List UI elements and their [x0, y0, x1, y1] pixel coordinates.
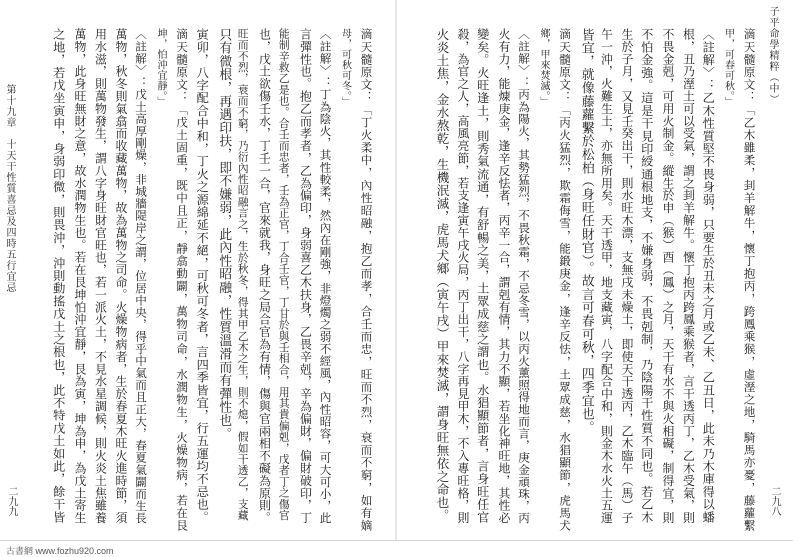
text-column: 變矣。火旺逢土，則秀氣流通，有舒暢之美，土眾成慈之謂也。水猖顯節者，言身旺任官 — [475, 28, 490, 524]
chapter-footer: 第十九章 十天干性質喜忌及四時五行宜忌 — [4, 84, 15, 293]
text-column: 火炎土焦，金水熬乾，生機泯滅，虎馬犬鄉（寅午戌）甲來焚滅，謂身旺無依之命也。 — [435, 28, 450, 522]
text-column: 寅卯，八字配合中和，丁火之源綿延不絕，可秋可冬者，言四季皆宜，行五運均不忌也。 — [195, 28, 210, 524]
text-column: 萬物，秋冬則氣翕而收藏萬物，故為萬物之司命。火燥物病者，生於春夏木旺火進時節，須 — [113, 28, 128, 524]
text-column: 根，丑乃溼土可以受氣，謂之刲羊解牛。懷丁抱丙跨鳳乘猴者，言干透丙丁，乙木受氣，則 — [681, 28, 696, 524]
text-column: 只有微根，再遇印扶，即不嫌弱，此內性昭融，性質溫滑而有彈性也。 — [216, 28, 232, 441]
page-number: 二九九 — [6, 486, 17, 516]
text-column: 母，可秋可冬。」 — [339, 28, 351, 107]
text-column: 〈註解〉：丙為陽火，其勢猛烈，不畏秋霜，不忌冬雪，以丙火薰照得地而言，庚金頑珠，丙 — [517, 28, 532, 525]
left-page — [0, 0, 396, 540]
text-column: 滴天髓原文：「丙火猛烈，欺霜侮雪，能鍛庚金，逢辛反怯，土眾成慈，水猖顯節，虎馬犬 — [558, 28, 573, 532]
text-column: 滴天髓原文：「丁火柔中，內性昭融，抱乙而孝，合壬而忠，旺而不烈，衰而不窮，如有嫡 — [359, 28, 374, 532]
text-column: 旺而不烈，衰而不窮，乃衍內性昭融言之，生於秋冬，得其甲乙木之生，則不熄，假如干透乙，支藏 — [236, 28, 250, 521]
text-column: 用水滋，則萬物發生，謂八字身旺財官旺也，若一派火土，不見水星調候，則火炎土焦雖養 — [93, 28, 108, 524]
text-column: 殺，為官之人，高風亮節，若支逢寅午戌火局，丙丁出干，八字再見甲木，不入專旺格，則 — [455, 28, 470, 524]
text-column: 能制辛救乙是也。合壬而忠者，壬為正官，丁合壬官，丁甘於與壬相合，用其貴偏剋，戊者丁之傷官 — [277, 28, 291, 521]
text-column: 滴天髓原文：「乙木雖柔，刲羊解牛，懷丁抱丙，跨鳳乘猴，虛溼之地，騎馬亦憂，藤蘿繫 — [742, 28, 757, 532]
text-column: 坤，怕沖宜靜。」 — [155, 28, 166, 107]
text-column: 午一沖，火難生土，亦無所用矣。天干透甲，地支藏寅，八字配合中和，則金木水火土五運 — [599, 28, 614, 524]
page-number: 二九八 — [769, 486, 780, 516]
text-column: 不怕金強。這是干見印綬通根地支，不嫌身弱，不畏剋制，乃陰陽干性質不同也。若乙木 — [639, 28, 654, 524]
text-column: 滴天髓原文：「戊土固重，既中且正，靜翕動闢，萬物司命，水潤物生，火燥物病，若在艮 — [175, 28, 190, 532]
text-column: 甲，可春可秋。」 — [722, 28, 734, 107]
text-column: 之地，若戊坐寅申，身弱印微，則畏沖，沖則動搖戊土之根也，此不特戊土如此，餘干皆 — [51, 28, 66, 524]
text-column: 不畏金剋，可用火制金。縱生於申（猴）酉（鳳）之月，天干有水不與火相礙，制得宜，則 — [660, 28, 675, 524]
right-page — [397, 0, 793, 540]
site-label: 古書網 www.fozhu920.com — [6, 546, 114, 556]
text-column: 也，戊土欲傷壬水，丁壬一合，官來就我，身旺之局合官為有情，傷與官兩相不礙為原則。 — [257, 28, 272, 524]
running-header: 子平命學精粹（中） — [767, 6, 778, 105]
text-column: 言彈性也。抱乙而孝者，乙為偏印，身弱喜乙木扶身，乙畏辛剋，辛為偏財，偏財破印，丁 — [298, 28, 313, 524]
text-column: 生於子月，又見壬癸出干，則水旺木漂，支無戌未燥土，即使天干透丙，乙木臨午（馬）子 — [619, 28, 634, 524]
text-column: 〈註解〉：乙木性質堅不畏身弱，只要生於丑未之月或乙未、乙丑日，此未乃木庫得以蟠 — [701, 28, 716, 524]
text-column: 〈註解〉：戊土高厚剛燥，非城牆隄岸之謂，位居中央，得乎中氣而且正大，春夏氣闢而生長 — [134, 28, 149, 525]
text-column: 鄉，甲來焚滅。」 — [538, 28, 549, 107]
text-column: 萬物，此身旺無財之意，故水潤物生也。若在艮坤怕沖宜靜，艮為寅，坤為申，為戊土寄生 — [72, 28, 87, 524]
text-column: 火有力，能煉庚金，逢辛反怯者，丙辛一合，謂剋有情，其力不顯，若坐化神旺地，其性必 — [496, 28, 511, 524]
text-column: 皆宜，就像藤蘿繫於松柏（身旺任財官）。故言可春可秋，四季宜也。 — [578, 28, 594, 434]
text-column: 〈註解〉：丁為陰火，其性較柔，然內在剛強，非燈燭之弱不經風，內性昭容，可大可小，此 — [318, 28, 333, 525]
site-footer-bar — [0, 540, 793, 557]
